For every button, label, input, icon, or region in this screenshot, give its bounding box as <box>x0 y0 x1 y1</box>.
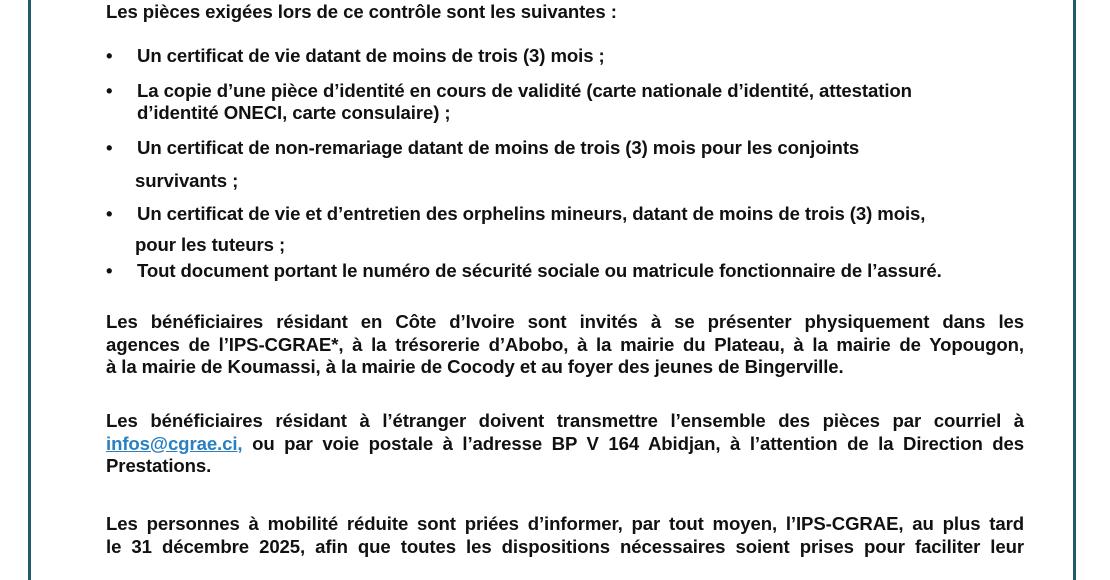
list-item-text-continued: d’identité ONECI, carte consulaire) ; <box>137 102 451 123</box>
paragraph-line: Prestations. <box>106 455 212 476</box>
abroad-paragraph <box>106 410 1024 478</box>
bullet-icon: • <box>106 80 113 101</box>
list-item-text: La copie d’une pièce d’identité en cours de validité (carte nationale d’identité, attestation <box>137 80 912 101</box>
list-item-text-continued: pour les tuteurs ; <box>135 234 286 255</box>
list-item-text: Un certificat de non-remariage datant de moins de trois (3) mois pour les conjoints <box>137 137 860 158</box>
paragraph-line: Les bénéficiaires résidant en Côte d’Ivoire sont invités à se présenter physiquement dans les <box>106 311 1024 332</box>
paragraph-line: Les personnes à mobilité réduite sont priées d’informer, par tout moyen, l’IPS-CGRAE, au plus tard <box>106 513 1024 534</box>
email-link[interactable]: infos@cgrae.ci, <box>106 432 243 454</box>
list-item-text: Un certificat de vie et d’entretien des orphelins mineurs, datant de moins de trois (3) mois, <box>137 203 926 224</box>
bullet-icon: • <box>106 45 113 66</box>
intro-text: Les pièces exigées lors de ce contrôle sont les suivantes : <box>106 1 617 22</box>
paragraph-line: Les bénéficiaires résidant à l’étranger doivent transmettre l’ensemble des pièces par courriel à <box>106 410 1024 431</box>
bullet-icon: • <box>106 137 113 158</box>
paragraph-text: ou par voie postale à l’adresse BP V 164 Abidjan, à l’attention de la Direction des <box>242 432 1024 454</box>
bullet-icon: • <box>106 260 113 281</box>
mobility-paragraph <box>106 513 1024 558</box>
paragraph-line: à la mairie de Koumassi, à la mairie de Cocody et au foyer des jeunes de Bingerville. <box>106 356 844 377</box>
paragraph-line: le 31 décembre 2025, afin que toutes les dispositions nécessaires soient prises pour faciliter leur <box>106 535 1024 557</box>
list-item-text: Un certificat de vie datant de moins de trois (3) mois ; <box>137 45 605 66</box>
residents-paragraph <box>106 311 1024 379</box>
list-item-text: Tout document portant le numéro de sécurité sociale ou matricule fonctionnaire de l’assuré. <box>137 260 942 281</box>
paragraph-line: agences de l’IPS-CGRAE*, à la trésorerie d’Abobo, à la mairie du Plateau, à la mairie de Yopougon, <box>106 333 1024 355</box>
list-item-text-continued: survivants ; <box>135 170 239 191</box>
bullet-icon: • <box>106 203 113 224</box>
paragraph-line-with-email <box>106 433 1024 456</box>
